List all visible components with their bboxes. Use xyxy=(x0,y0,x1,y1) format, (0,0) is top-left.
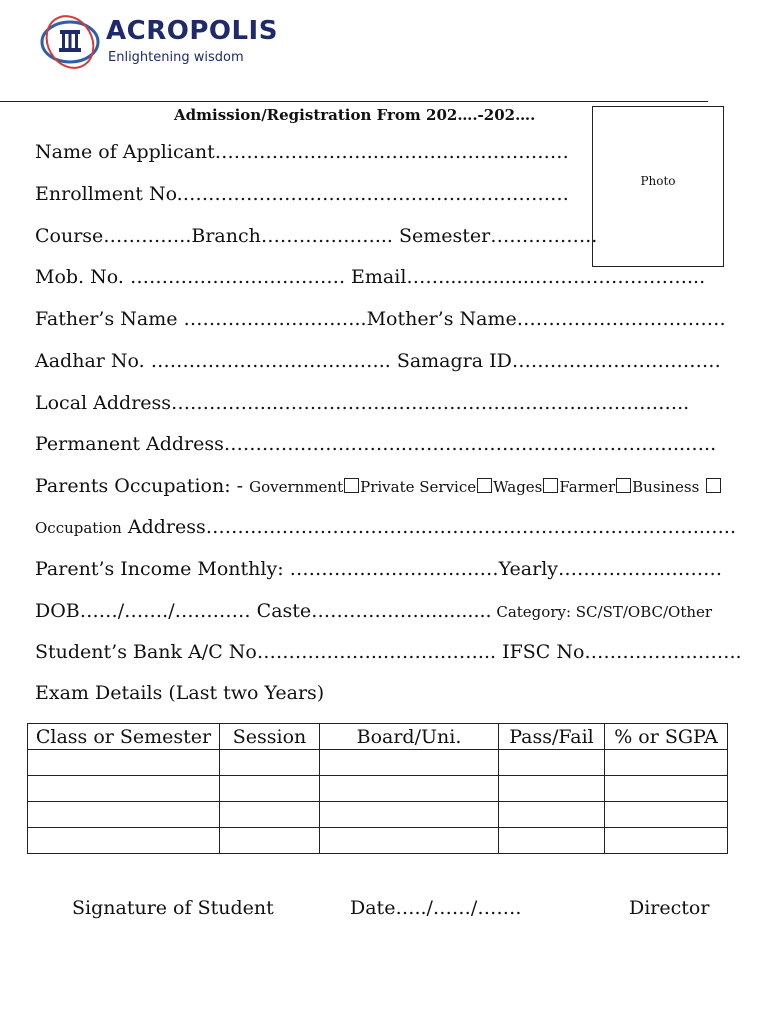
option-government: Government xyxy=(249,478,344,496)
logo-tagline: Enlightening wisdom xyxy=(108,50,244,65)
field-income[interactable]: Parent’s Income Monthly: ……………………………Yearly……………..……… xyxy=(35,558,723,580)
field-enrollment[interactable]: Enrollment No.……………………………………………………. xyxy=(35,183,569,205)
field-permanent-address[interactable]: Permanent Address………………………..……………………………………..….. xyxy=(35,433,717,455)
table-cell[interactable] xyxy=(28,750,220,776)
table-row xyxy=(28,776,728,802)
table-cell[interactable] xyxy=(320,750,499,776)
field-local-address[interactable]: Local Address……………..……………………………………………………….. xyxy=(35,392,690,414)
table-cell[interactable] xyxy=(605,802,728,828)
field-bank[interactable]: Student’s Bank A/C No………………..……………... IFSC No……………..…….. xyxy=(35,641,742,663)
category-options: Category: SC/ST/OBC/Other xyxy=(491,603,713,621)
field-name[interactable]: Name of Applicant……………………..………………………… xyxy=(35,141,569,163)
table-cell[interactable] xyxy=(220,828,320,854)
field-aadhar-samagra[interactable]: Aadhar No. ……………………………….. Samagra ID…………………………… xyxy=(35,350,721,372)
col-pass-fail: Pass/Fail xyxy=(499,724,605,750)
table-cell[interactable] xyxy=(499,802,605,828)
checkbox-wages[interactable] xyxy=(543,478,558,493)
checkbox-government[interactable] xyxy=(344,478,359,493)
photo-box[interactable] xyxy=(592,106,724,267)
occupation-address: Address……………………………..……………………………………..….. xyxy=(121,516,736,538)
table-cell[interactable] xyxy=(605,750,728,776)
table-row xyxy=(28,802,728,828)
col-class-semester: Class or Semester xyxy=(28,724,220,750)
table-cell[interactable] xyxy=(28,828,220,854)
table-row xyxy=(28,828,728,854)
field-parents-names[interactable]: Father’s Name ………………………..Mother’s Name…………………………… xyxy=(35,308,726,330)
acropolis-logo xyxy=(38,12,278,72)
photo-label: Photo xyxy=(640,174,676,188)
table-header-row xyxy=(28,724,728,750)
table-cell[interactable] xyxy=(220,750,320,776)
table-cell[interactable] xyxy=(605,828,728,854)
occupation-prefix: Occupation xyxy=(35,519,122,537)
option-business: Business xyxy=(632,478,700,496)
option-private-service: Private Service xyxy=(360,478,477,496)
checkbox-farmer[interactable] xyxy=(616,478,631,493)
director-signature: Director xyxy=(629,897,710,919)
exam-table xyxy=(27,723,728,854)
date-field[interactable]: Date…../……/……. xyxy=(350,897,522,919)
dob-caste: DOB……/……./………… Caste………………........... xyxy=(35,600,492,622)
occupation-label: Parents Occupation: - xyxy=(35,475,250,497)
field-course-branch-semester[interactable]: Course…………..Branch………………... Semester…………….. xyxy=(35,225,598,247)
exam-details-heading: Exam Details (Last two Years) xyxy=(35,682,325,704)
table-cell[interactable] xyxy=(499,776,605,802)
checkbox-private-service[interactable] xyxy=(477,478,492,493)
col-board-uni: Board/Uni. xyxy=(320,724,499,750)
table-cell[interactable] xyxy=(220,776,320,802)
table-cell[interactable] xyxy=(320,828,499,854)
table-cell[interactable] xyxy=(320,802,499,828)
table-cell[interactable] xyxy=(320,776,499,802)
table-cell[interactable] xyxy=(28,802,220,828)
option-farmer: Farmer xyxy=(559,478,616,496)
field-mobile-email[interactable]: Mob. No. ……………………………. Email……...............……………………... xyxy=(35,266,706,288)
header-divider xyxy=(0,101,708,102)
col-percent-sgpa: % or SGPA xyxy=(605,724,728,750)
table-row xyxy=(28,750,728,776)
form-title: Admission/Registration From 202….-202…. xyxy=(174,106,536,124)
col-session: Session xyxy=(220,724,320,750)
table-cell[interactable] xyxy=(605,776,728,802)
field-occupation-address[interactable] xyxy=(35,516,736,538)
checkbox-business[interactable] xyxy=(706,478,721,493)
logo-name: ACROPOLIS xyxy=(106,16,278,46)
table-cell[interactable] xyxy=(220,802,320,828)
option-wages: Wages xyxy=(493,478,543,496)
field-dob-caste-category[interactable] xyxy=(35,600,712,622)
logo-emblem-icon xyxy=(38,12,104,72)
table-cell[interactable] xyxy=(499,750,605,776)
table-cell[interactable] xyxy=(499,828,605,854)
table-cell[interactable] xyxy=(28,776,220,802)
signature-of-student: Signature of Student xyxy=(72,897,274,919)
field-parents-occupation xyxy=(35,475,722,497)
